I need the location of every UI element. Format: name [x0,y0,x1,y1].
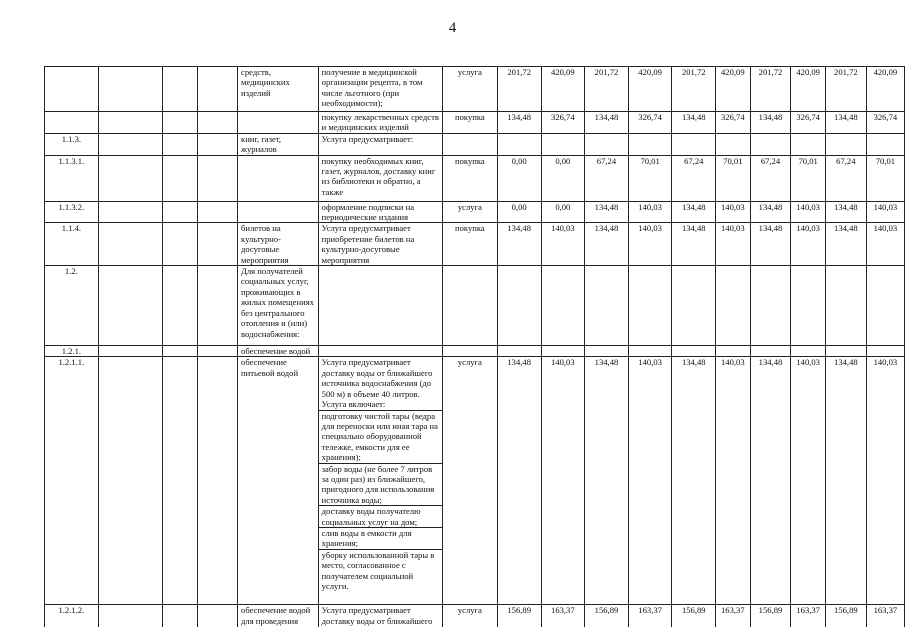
price-value [750,133,791,155]
blank-cell [198,201,238,223]
service-name [238,201,319,223]
description-part: забор воды (не более 7 литров за один раз) из ближайшего, пригодного для использования источника воды; [319,463,442,506]
price-value [716,133,750,155]
row-code: 1.2.1. [45,346,99,357]
price-value: 134,48 [585,112,629,134]
description-part: слив воды в емкости для хранения; [319,527,442,549]
blank-cell [98,346,162,357]
description-part: доставку воды получателю социальных услуг на дом; [319,505,442,527]
price-value: 163,37 [628,605,672,627]
service-description: Услуга предусматривает доставку воды от ближайшего [318,605,442,627]
row-code: 1.1.3.1. [45,155,99,201]
blank-cell [198,266,238,346]
service-name [238,155,319,201]
price-value [497,346,541,357]
price-value: 326,74 [628,112,672,134]
price-value [585,266,629,346]
price-value: 0,00 [497,201,541,223]
price-value [791,346,825,357]
price-value [672,266,716,346]
unit: покупка [442,112,497,134]
table-row [45,201,905,223]
price-value: 156,89 [497,605,541,627]
price-value [541,346,585,357]
price-value [628,346,672,357]
blank-cell [162,155,197,201]
blank-cell [162,346,197,357]
price-value [825,266,866,346]
price-value: 140,03 [716,357,750,605]
blank-cell [98,357,162,605]
price-value: 70,01 [791,155,825,201]
price-value: 134,48 [672,112,716,134]
table-row [45,67,905,112]
table-row [45,605,905,627]
unit: услуга [442,67,497,112]
blank-cell [198,346,238,357]
blank-cell [98,266,162,346]
blank-cell [162,112,197,134]
table-row [45,155,905,201]
unit: покупка [442,223,497,266]
price-value [825,346,866,357]
table-row [45,112,905,134]
price-value: 134,48 [672,223,716,266]
row-code: 1.2. [45,266,99,346]
price-value: 134,48 [585,357,629,605]
table-row [45,223,905,266]
price-value: 134,48 [825,357,866,605]
row-code [45,67,99,112]
description-part: уборку использованной тары в место, согласованное с получателем социальной услуги. [319,549,442,592]
unit [442,346,497,357]
price-value: 156,89 [825,605,866,627]
price-value: 67,24 [585,155,629,201]
blank-cell [198,133,238,155]
price-value: 67,24 [672,155,716,201]
price-value: 134,48 [750,357,791,605]
price-value [541,266,585,346]
unit: услуга [442,357,497,605]
price-value [716,266,750,346]
price-value: 134,48 [750,201,791,223]
price-value: 140,03 [628,201,672,223]
price-value: 140,03 [541,357,585,605]
price-value [716,346,750,357]
price-value: 140,03 [716,223,750,266]
price-value: 134,48 [672,357,716,605]
price-value: 140,03 [866,223,904,266]
price-value: 134,48 [750,112,791,134]
service-name: обеспечение водой для проведения [238,605,319,627]
price-value: 134,48 [825,201,866,223]
service-description: Услуга предусматривает: [318,133,442,155]
description-part: Услуга предусматривает доставку воды от ближайшего источника водоснабжения (до 500 м) в объеме 40 литров. Услуга включает: [321,357,433,410]
service-name: Для получателей социальных услуг, проживающих в жилых помещениях без центрального отопления и (или) водоснабжения: [238,266,319,346]
blank-cell [162,266,197,346]
blank-cell [98,133,162,155]
price-value [866,266,904,346]
service-name: билетов на культурно-досуговые мероприятия [238,223,319,266]
price-value: 326,74 [541,112,585,134]
price-value: 326,74 [866,112,904,134]
row-code: 1.1.4. [45,223,99,266]
blank-cell [198,357,238,605]
price-value [541,133,585,155]
price-value: 0,00 [541,201,585,223]
price-value: 163,37 [716,605,750,627]
price-value: 163,37 [541,605,585,627]
price-value: 201,72 [672,67,716,112]
price-value: 420,09 [791,67,825,112]
service-description: покупку необходимых книг, газет, журналов, доставку книг из библиотеки и обратно, а также [318,155,442,201]
price-value: 420,09 [541,67,585,112]
row-code: 1.2.1.1. [45,357,99,605]
blank-cell [98,67,162,112]
page-number: 4 [448,20,457,36]
price-value [497,133,541,155]
price-value [585,133,629,155]
row-code: 1.2.1.2. [45,605,99,627]
unit [442,133,497,155]
service-description [318,346,442,357]
price-value: 201,72 [825,67,866,112]
blank-cell [162,357,197,605]
service-description: оформление подписки на периодические издания [318,201,442,223]
blank-cell [198,605,238,627]
price-value: 140,03 [791,357,825,605]
service-description [318,357,442,605]
service-description: Услуга предусматривает приобретение билетов на культурно-досуговые мероприятия [318,223,442,266]
blank-cell [162,133,197,155]
unit: услуга [442,605,497,627]
unit: покупка [442,155,497,201]
price-value [866,346,904,357]
price-value: 140,03 [791,201,825,223]
blank-cell [98,112,162,134]
blank-cell [198,112,238,134]
price-value: 70,01 [716,155,750,201]
blank-cell [198,67,238,112]
price-value: 163,37 [791,605,825,627]
blank-cell [98,605,162,627]
unit: услуга [442,201,497,223]
blank-cell [98,155,162,201]
price-value: 326,74 [791,112,825,134]
blank-cell [198,223,238,266]
service-description: получение в медицинской организации рецепта, в том числе льготного (при необходимости); [318,67,442,112]
price-value: 134,48 [825,223,866,266]
price-value [791,266,825,346]
tariff-table [44,66,905,627]
price-value [585,346,629,357]
blank-cell [98,223,162,266]
service-description [318,266,442,346]
row-code: 1.1.3. [45,133,99,155]
price-value [791,133,825,155]
price-value [750,346,791,357]
price-value [750,266,791,346]
price-value: 156,89 [585,605,629,627]
blank-cell [162,201,197,223]
price-value: 134,48 [672,201,716,223]
blank-cell [162,605,197,627]
price-value: 326,74 [716,112,750,134]
blank-cell [198,155,238,201]
price-value: 134,48 [585,223,629,266]
price-value: 201,72 [497,67,541,112]
price-value: 70,01 [628,155,672,201]
price-value [628,266,672,346]
price-value [497,266,541,346]
row-code: 1.1.3.2. [45,201,99,223]
blank-cell [98,201,162,223]
price-value: 0,00 [497,155,541,201]
service-name: книг, газет, журналов [238,133,319,155]
price-value: 134,48 [585,201,629,223]
description-part: подготовку чистой тары (ведра для переноски или иная тара на специально оборудованной тележке, емкости для ее хранения); [319,410,442,463]
price-value: 420,09 [716,67,750,112]
row-code [45,112,99,134]
price-value: 67,24 [825,155,866,201]
price-value: 140,03 [866,201,904,223]
table-row [45,357,905,605]
price-value: 134,48 [750,223,791,266]
price-value [866,133,904,155]
price-value: 134,48 [497,357,541,605]
service-name: обеспечение питьевой водой [238,357,319,605]
price-value: 163,37 [866,605,904,627]
table-row [45,346,905,357]
price-value: 134,48 [497,112,541,134]
service-description: покупку лекарственных средств и медицинских изделий [318,112,442,134]
price-value: 420,09 [866,67,904,112]
service-name: средств, медицинских изделий [238,67,319,112]
blank-cell [162,67,197,112]
price-value [672,346,716,357]
price-value: 140,03 [866,357,904,605]
table-row [45,266,905,346]
price-value: 140,03 [628,357,672,605]
price-value [672,133,716,155]
price-value: 201,72 [585,67,629,112]
price-value: 67,24 [750,155,791,201]
price-value: 140,03 [628,223,672,266]
price-value: 140,03 [541,223,585,266]
price-value [628,133,672,155]
unit [442,266,497,346]
service-name [238,112,319,134]
price-value: 201,72 [750,67,791,112]
price-value: 134,48 [497,223,541,266]
blank-cell [162,223,197,266]
price-value: 156,89 [750,605,791,627]
price-value: 420,09 [628,67,672,112]
table-row [45,133,905,155]
service-name: обеспечение водой [238,346,319,357]
price-value: 140,03 [791,223,825,266]
price-value: 134,48 [825,112,866,134]
price-value: 0,00 [541,155,585,201]
price-value: 156,89 [672,605,716,627]
price-value: 140,03 [716,201,750,223]
price-value [825,133,866,155]
price-value: 70,01 [866,155,904,201]
